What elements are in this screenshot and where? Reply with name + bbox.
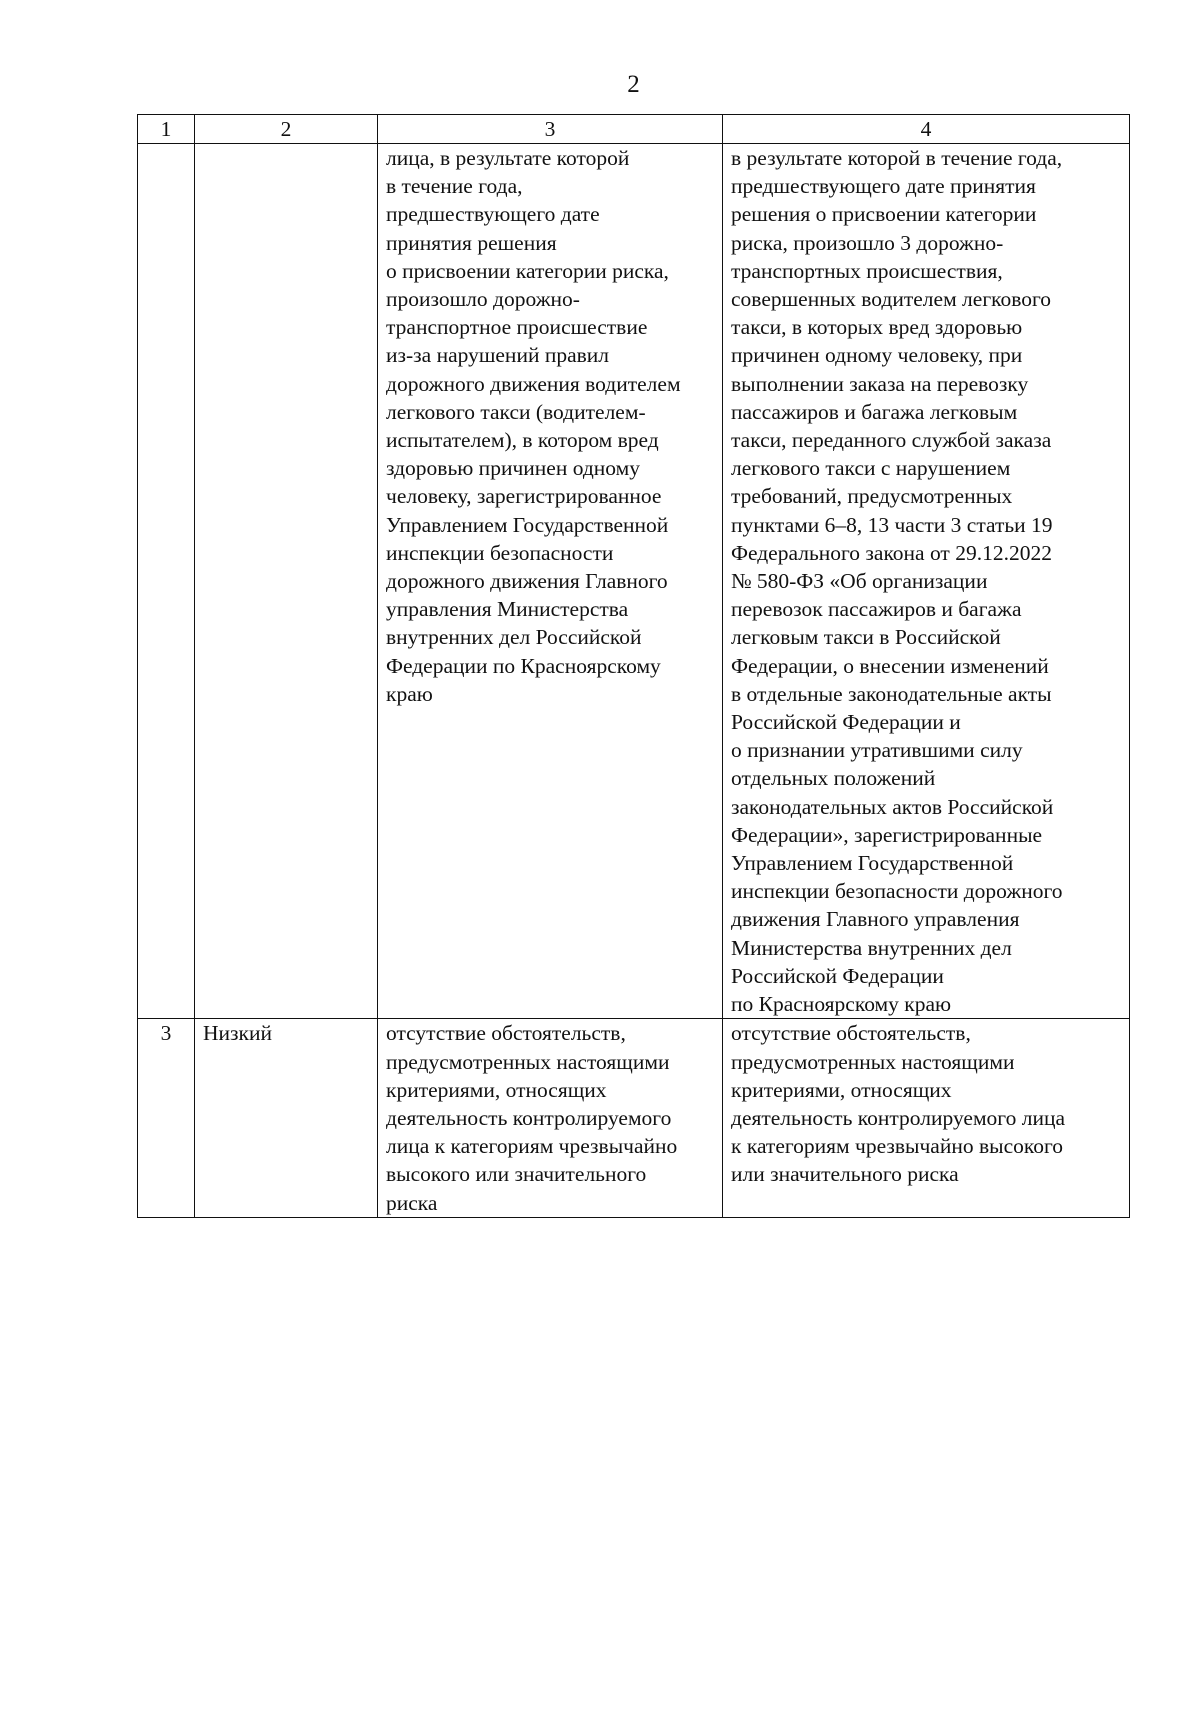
service-criteria-cell: отсутствие обстоятельств, предусмотренных настоящими критериями, относящих деятельность контролируемого лица к категориям чрезвычайно высокого или значительного риска [723, 1019, 1130, 1217]
table-row [138, 144, 1130, 1019]
header-row [138, 115, 1130, 144]
column-header-4: 4 [723, 115, 1130, 144]
criteria-cell: лица, в результате которой в течение года, предшествующего дате принятия решения о присвоении категории риска, произошло дорожно- транспортное происшествие из-за нарушений правил дорожного движения водителем легкового такси (водителем- испытателем), в котором вред здоровью причинен одному человеку, зарегистрированное Управлением Государственной инспекции безопасности дорожного движения Главного управления Министерства внутренних дел Российской Федерации по Красноярскому краю [378, 144, 723, 1019]
risk-category [195, 144, 378, 1019]
criteria-cell: отсутствие обстоятельств, предусмотренных настоящими критериями, относящих деятельность контролируемого лица к категориям чрезвычайно высокого или значительного риска [378, 1019, 723, 1217]
service-criteria-cell: в результате которой в течение года, предшествующего дате принятия решения о присвоении категории риска, произошло 3 дорожно- транспортных происшествия, совершенных водителем легкового такси, в которых вред здоровью причинен одному человеку, при выполнении заказа на перевозку пассажиров и багажа легковым такси, переданного службой заказа легкового такси с нарушением требований, предусмотренных пунктами 6–8, 13 части 3 статьи 19 Федерального закона от 29.12.2022 № 580-ФЗ «Об организации перевозок пассажиров и багажа легковым такси в Российской Федерации, о внесении изменений в отдельные законодательные акты Российской Федерации и о признании утратившими силу отдельных положений законодательных актов Российской Федерации», зарегистрированные Управлением Государственной инспекции безопасности дорожного движения Главного управления Министерства внутренних дел Российской Федерации по Красноярскому краю [723, 144, 1130, 1019]
column-header-1: 1 [138, 115, 195, 144]
row-number [138, 144, 195, 1019]
column-header-3: 3 [378, 115, 723, 144]
risk-category: Низкий [195, 1019, 378, 1217]
row-number: 3 [138, 1019, 195, 1217]
table-row [138, 1019, 1130, 1217]
column-header-2: 2 [195, 115, 378, 144]
page-number: 2 [627, 71, 640, 98]
risk-criteria-table [137, 114, 1130, 1218]
